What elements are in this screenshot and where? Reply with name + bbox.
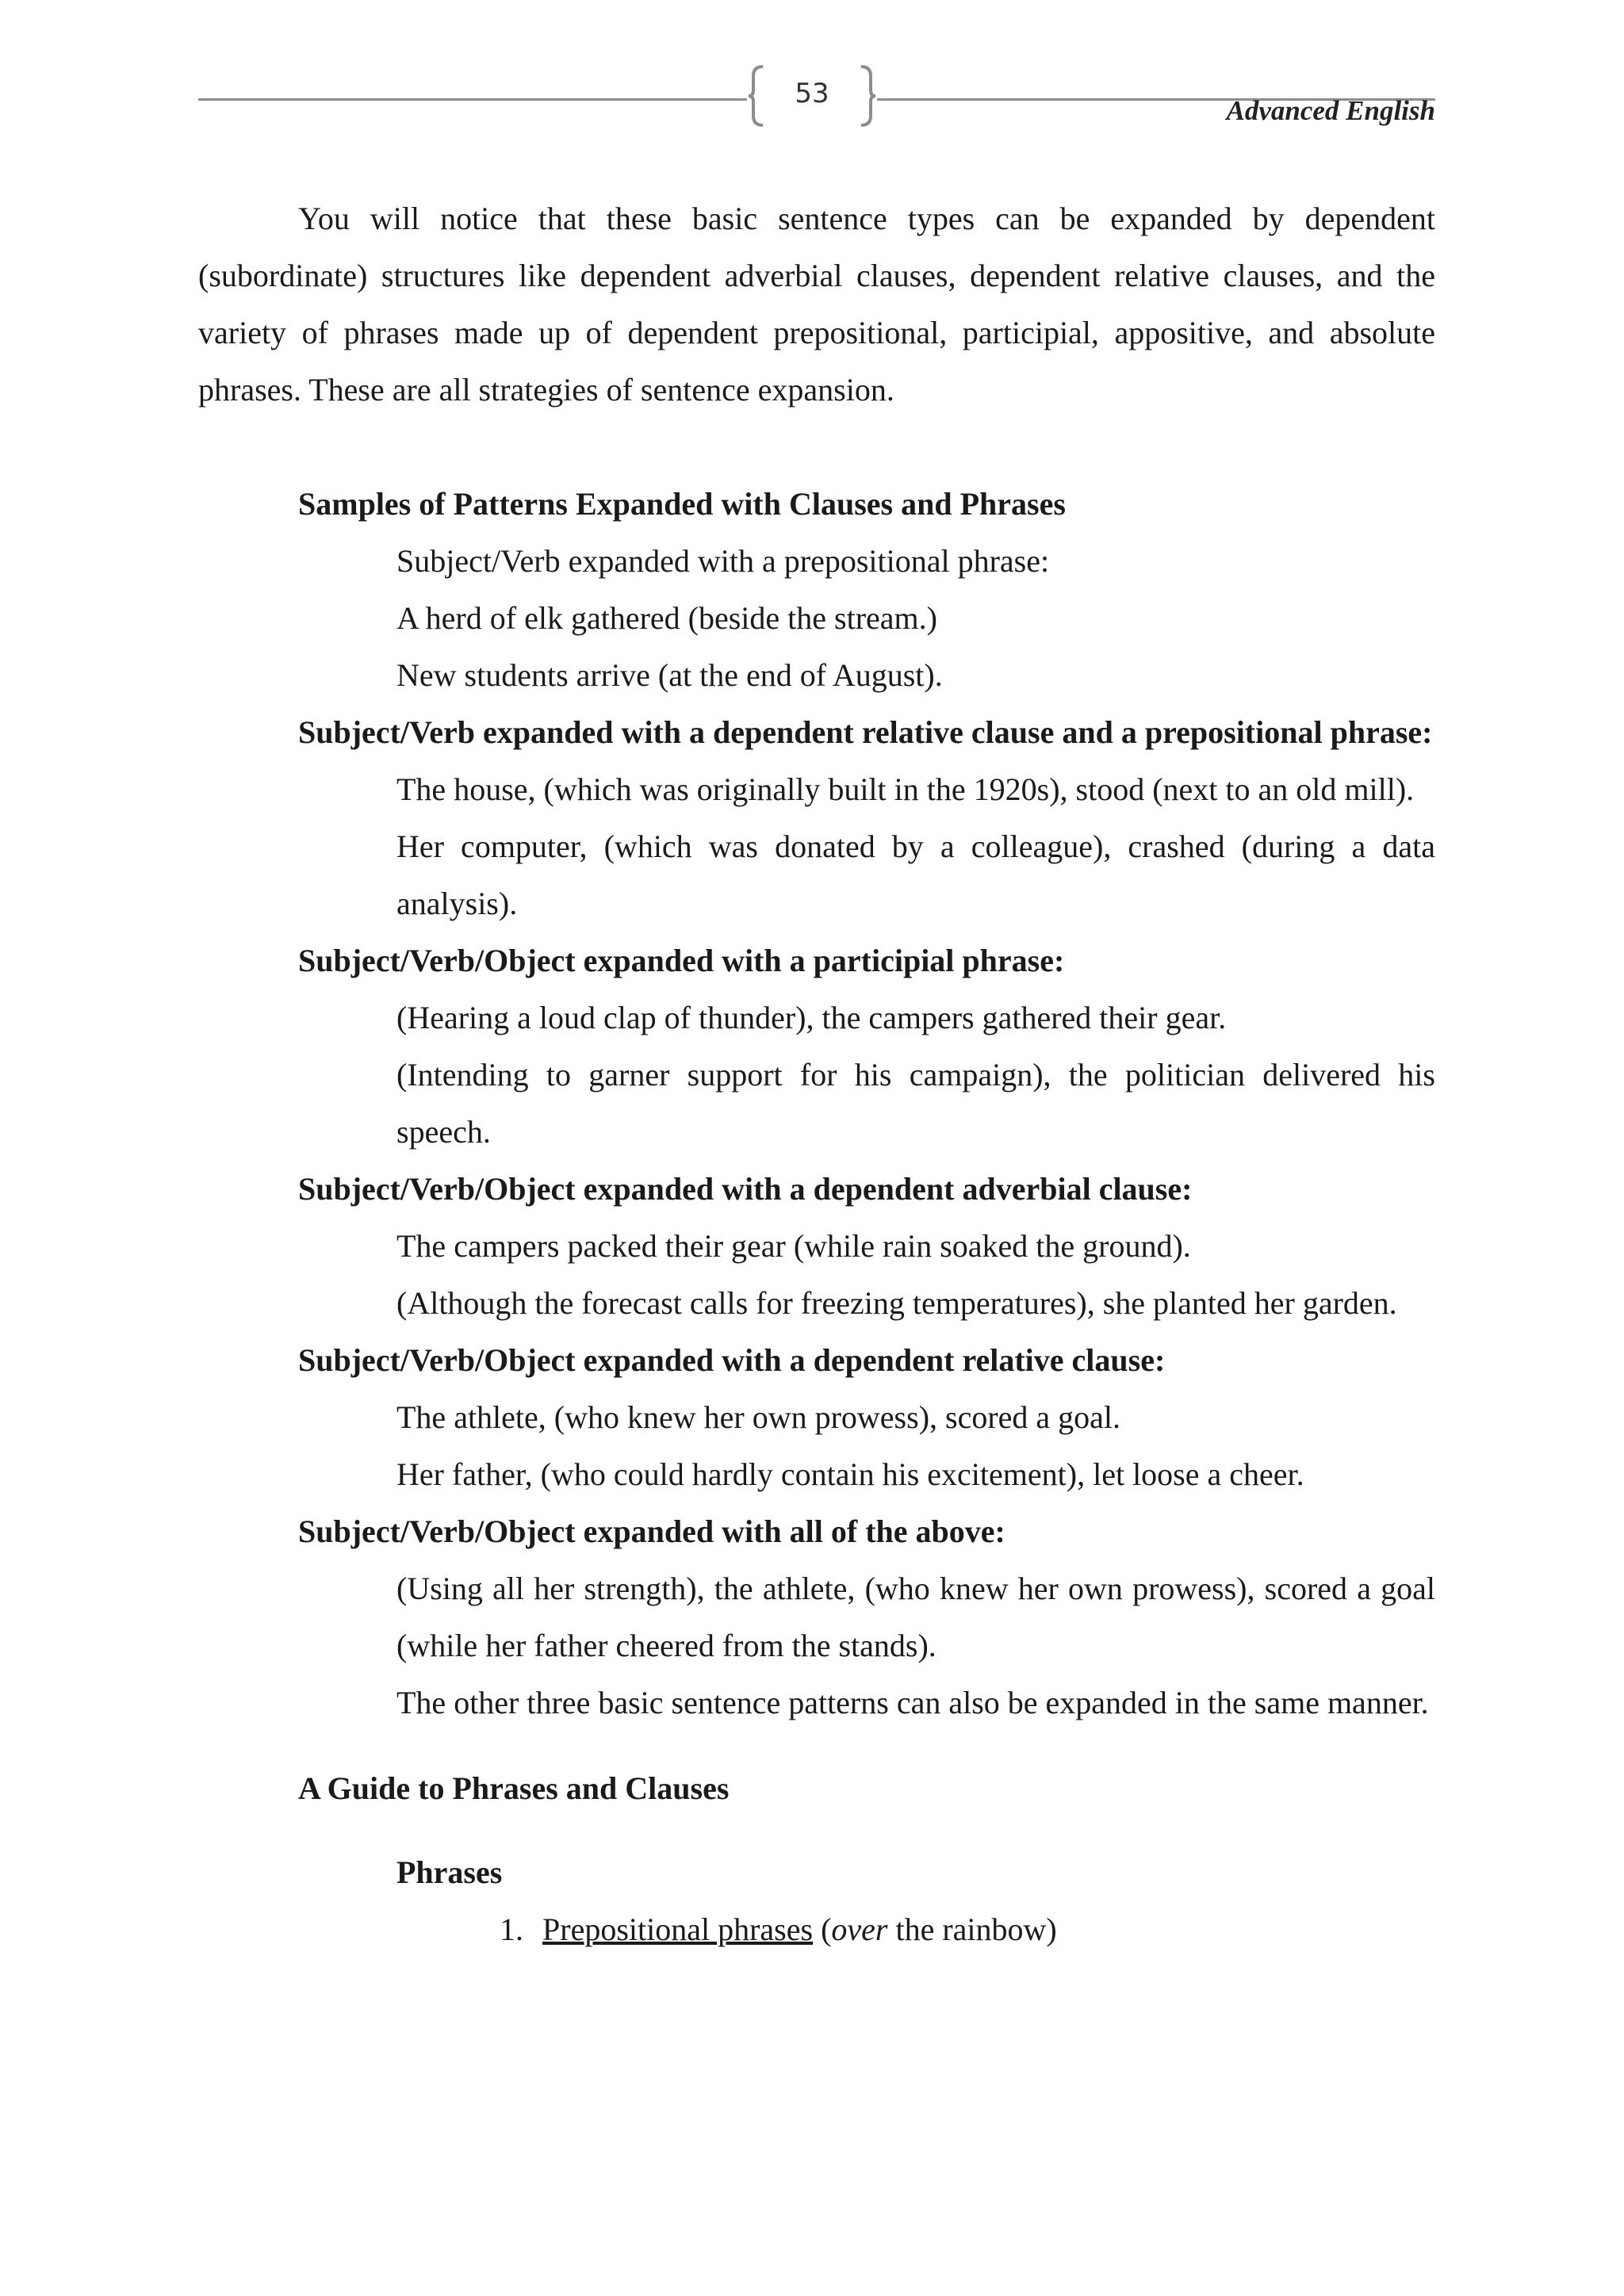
example-sentence: New students arrive (at the end of August). xyxy=(396,657,943,693)
example-sentence: (Although the forecast calls for freezing temperatures), she planted her garden. xyxy=(396,1285,1397,1321)
example-sentence: The house, (which was originally built in the 1920s), stood (next to an old mill). xyxy=(396,771,1415,807)
phrases-heading: Phrases xyxy=(396,1854,503,1890)
example-sentence: The athlete, (who knew her own prowess), scored a goal. xyxy=(396,1399,1121,1435)
example-sentence: Her father, (who could hardly contain his excitement), let loose a cheer. xyxy=(396,1456,1304,1492)
guide-heading: A Guide to Phrases and Clauses xyxy=(298,1770,730,1806)
example-open: ( xyxy=(813,1911,832,1947)
pattern-heading: Subject/Verb/Object expanded with a dependent relative clause: xyxy=(298,1342,1166,1378)
pattern-heading: Subject/Verb/Object expanded with all of the above: xyxy=(298,1513,1005,1549)
term-prepositional-phrases: Prepositional phrases xyxy=(542,1911,814,1947)
example-sentence: A herd of elk gathered (beside the stream.) xyxy=(396,600,937,636)
pattern-label: Subject/Verb expanded with a prepositional phrase: xyxy=(396,543,1050,579)
left-brace-decoration xyxy=(747,65,764,127)
pattern-heading: Subject/Verb/Object expanded with a dependent adverbial clause: xyxy=(298,1171,1193,1207)
pattern-heading: Subject/Verb expanded with a dependent relative clause and a prepositional phrase: xyxy=(298,714,1433,750)
example-sentence: (Hearing a loud clap of thunder), the campers gathered their gear. xyxy=(396,1000,1227,1035)
example-sentence: The campers packed their gear (while rain soaked the ground). xyxy=(396,1228,1191,1264)
running-title: Advanced English xyxy=(1226,95,1435,126)
intro-paragraph: You will notice that these basic sentence types can be expanded by dependent (subordinate) structures like dependent adverbial clauses, dependent relative clauses, and the variety of phrases made up of dependent prepositional, participial, appositive, and absolute phrases. These are all strategies of sentence expansion. xyxy=(198,201,1435,408)
phrases-list xyxy=(198,1901,1435,1958)
samples-heading: Samples of Patterns Expanded with Clauses and Phrases xyxy=(298,486,1066,522)
example-italic-word: over xyxy=(831,1911,888,1947)
header-rule-left xyxy=(198,98,747,101)
list-number: 1. xyxy=(500,1911,523,1947)
page-content xyxy=(198,190,1435,1958)
right-brace-decoration xyxy=(860,65,877,127)
pattern-heading: Subject/Verb/Object expanded with a participial phrase: xyxy=(298,943,1065,978)
list-item xyxy=(500,1901,1435,1958)
example-sentence: (Using all her strength), the athlete, (who knew her own prowess), scored a goal (while her father cheered from the stands). xyxy=(396,1571,1435,1663)
example-sentence: Her computer, (which was donated by a colleague), crashed (during a data analysis). xyxy=(396,828,1435,921)
page-number: 53 xyxy=(795,78,829,109)
example-sentence: The other three basic sentence patterns can also be expanded in the same manner. xyxy=(396,1685,1429,1720)
example-rest: the rainbow) xyxy=(887,1911,1057,1947)
example-sentence: (Intending to garner support for his campaign), the politician delivered his speech. xyxy=(396,1057,1435,1150)
